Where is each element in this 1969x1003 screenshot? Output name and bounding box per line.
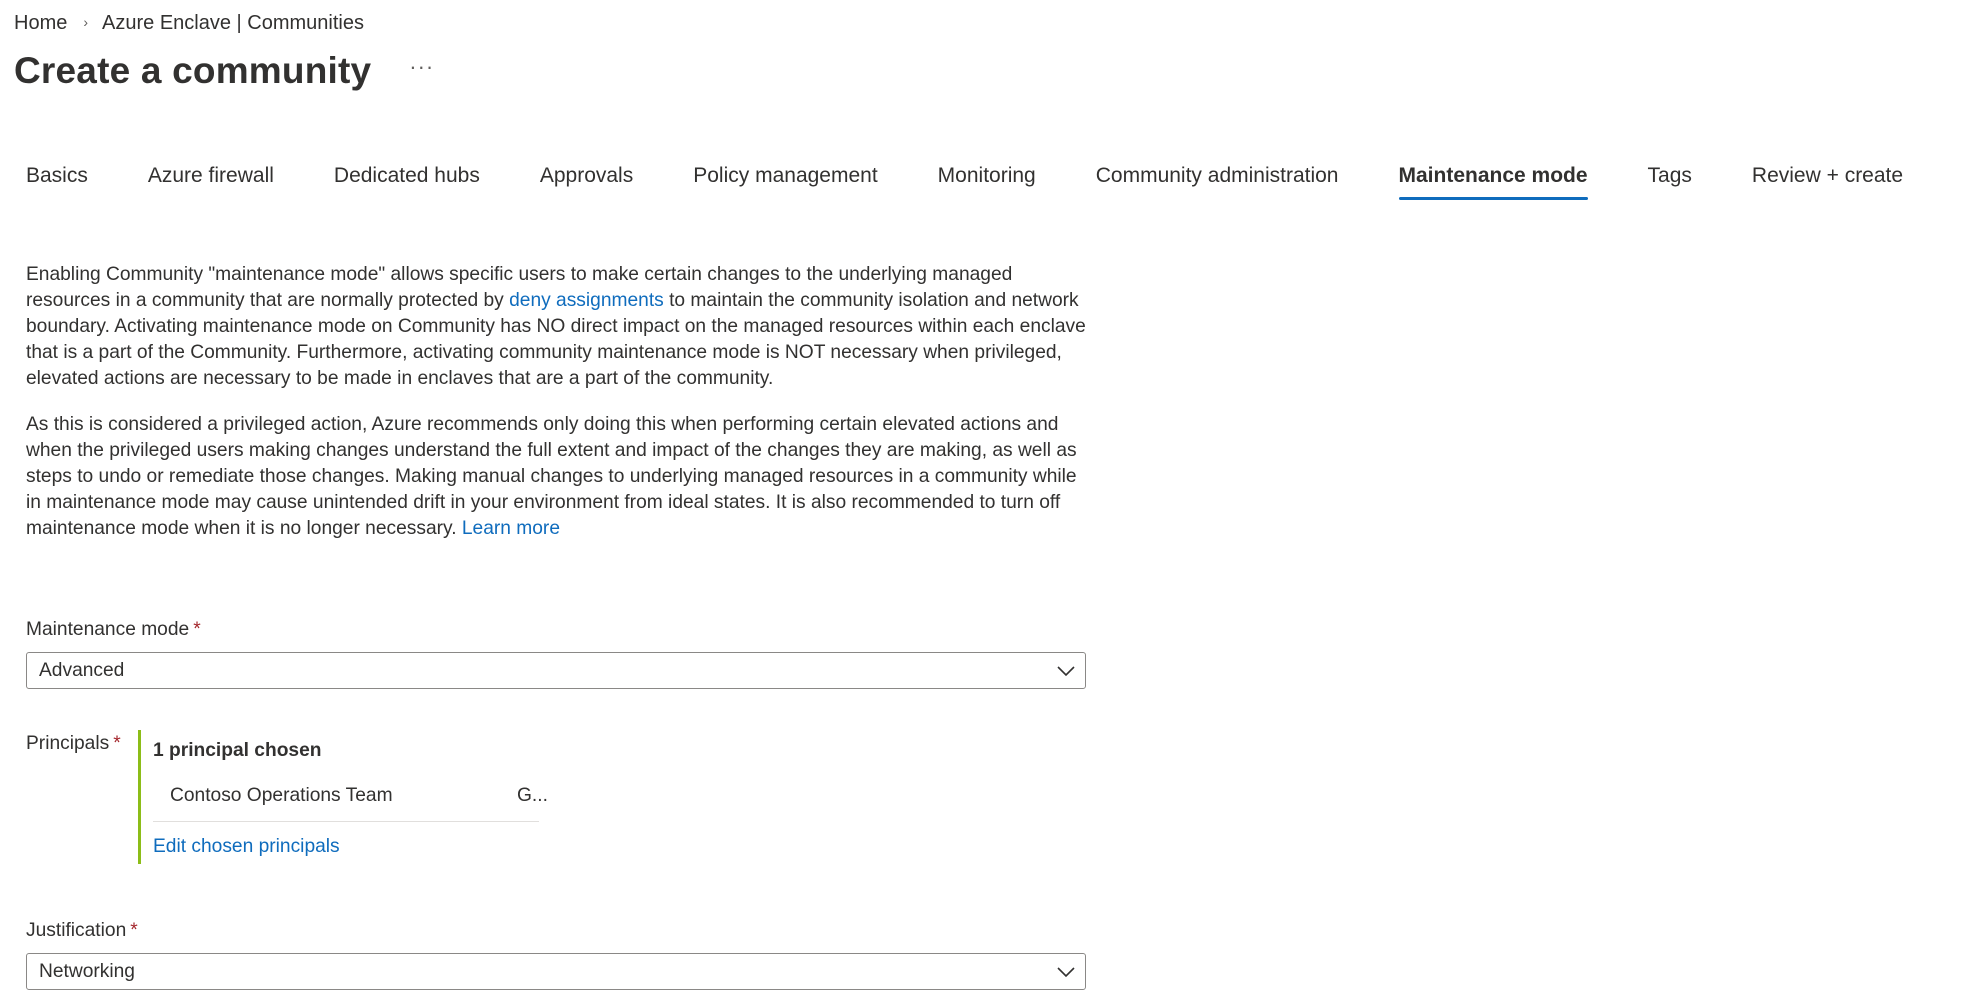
justification-value: Networking	[39, 960, 135, 982]
tab-maintenance-mode[interactable]: Maintenance mode	[1399, 164, 1588, 200]
page-title: Create a community	[14, 50, 372, 91]
description-paragraph-1: Enabling Community "maintenance mode" allows specific users to make certain changes to the underlying managed resources in a community that are normally protected by deny assignments to maintain the community isolation and network boundary. Activating maintenance mode on Community has NO direct impact on the managed resources within each enclave that is a part of the Community. Furthermore, activating community maintenance mode is NOT necessary when privileged, elevated actions are necessary to be made in enclaves that are a part of the community.	[26, 264, 1086, 389]
principals-count-heading: 1 principal chosen	[153, 740, 322, 761]
tab-azure-firewall[interactable]: Azure firewall	[147, 164, 274, 187]
chevron-down-icon	[1057, 665, 1075, 677]
chevron-right-icon: ›	[83, 13, 89, 30]
tab-dedicated-hubs[interactable]: Dedicated hubs	[333, 164, 480, 187]
tab-monitoring[interactable]: Monitoring	[937, 164, 1036, 187]
required-marker: *	[130, 920, 138, 941]
breadcrumb	[14, 12, 364, 35]
tab-policy-management[interactable]: Policy management	[693, 164, 878, 187]
principal-row	[153, 780, 548, 822]
justification-label: Justification *	[26, 920, 138, 941]
justification-dropdown[interactable]	[26, 953, 1086, 990]
description-paragraph-2: As this is considered a privileged action, Azure recommends only doing this when performing certain elevated actions and when the privileged users making changes understand the full extent and impact of the changes they are making, as well as steps to undo or remediate those changes. Making manual changes to underlying managed resources in a community while in maintenance mode may cause unintended drift in your environment from ideal states. It is also recommended to turn off maintenance mode when it is no longer necessary. Learn more	[26, 414, 1077, 539]
maintenance-mode-value: Advanced	[39, 659, 125, 681]
principals-panel	[138, 730, 548, 864]
maintenance-mode-label: Maintenance mode *	[26, 619, 201, 640]
edit-chosen-principals-link[interactable]: Edit chosen principals	[153, 836, 340, 857]
tab-basics[interactable]: Basics	[26, 164, 88, 187]
tab-review-create[interactable]: Review + create	[1751, 164, 1904, 187]
learn-more-link[interactable]: Learn more	[461, 518, 560, 539]
more-options-icon[interactable]: ···	[409, 54, 435, 79]
wizard-tabs	[26, 164, 1963, 200]
tab-tags[interactable]: Tags	[1647, 164, 1692, 187]
maintenance-mode-dropdown[interactable]	[26, 652, 1086, 689]
breadcrumb-communities[interactable]: Azure Enclave | Communities	[102, 12, 364, 34]
principal-name: Contoso Operations Team	[170, 785, 393, 806]
required-marker: *	[193, 619, 201, 640]
tab-community-administration[interactable]: Community administration	[1095, 164, 1339, 187]
description	[26, 262, 1086, 562]
principals-label: Principals *	[26, 733, 121, 754]
required-marker: *	[113, 733, 121, 754]
page-title-row	[14, 50, 434, 92]
deny-assignments-link[interactable]: deny assignments	[509, 290, 664, 311]
tab-approvals[interactable]: Approvals	[539, 164, 634, 187]
chevron-down-icon	[1057, 966, 1075, 978]
breadcrumb-home[interactable]: Home	[14, 12, 68, 34]
principal-type: G...	[517, 785, 548, 806]
